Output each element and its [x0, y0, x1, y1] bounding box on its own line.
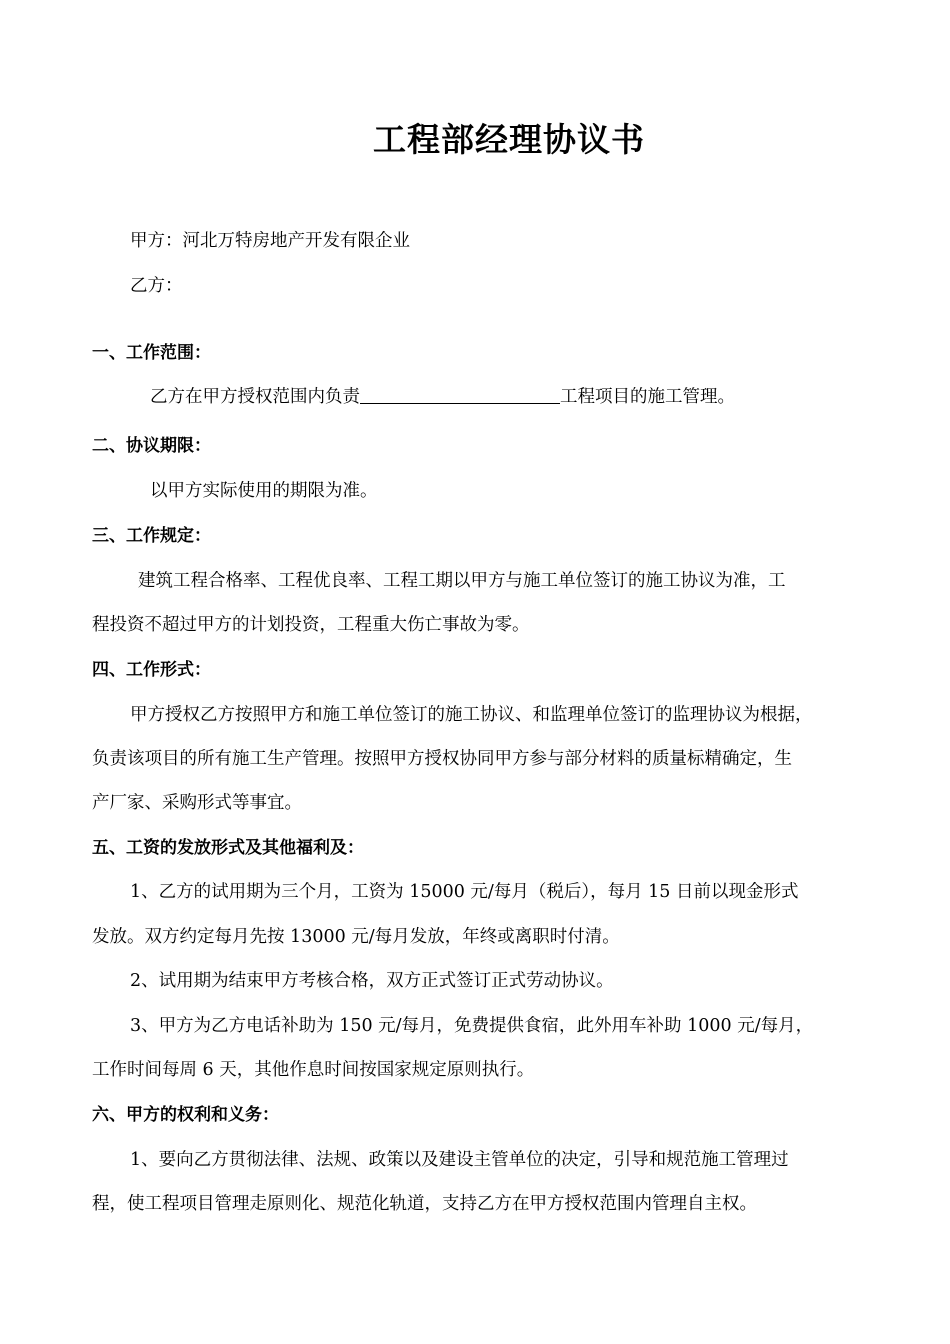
- section-3-line-2: 程投资不超过甲方的计划投资，工程重大伤亡事故为零。: [92, 615, 530, 635]
- section-1-text-after: 工程项目的施工管理。: [560, 387, 735, 407]
- section-5-item-1-line-2: 发放。双方约定每月先按 13000 元/每月发放，年终或离职时付清。: [92, 927, 620, 947]
- section-5-item-2: 2、试用期为结束甲方考核合格，双方正式签订正式劳动协议。: [130, 971, 614, 991]
- section-3-heading: 三、工作规定：: [92, 526, 211, 546]
- section-5-item-3-line-2: 工作时间每周 6 天，其他作息时间按国家规定原则执行。: [92, 1060, 535, 1080]
- section-6-item-1-line-2: 程，使工程项目管理走原则化、规范化轨道，支持乙方在甲方授权范围内管理自主权。: [92, 1194, 757, 1214]
- section-1-text: [150, 384, 930, 410]
- project-name-blank: [360, 385, 560, 404]
- section-4-heading: 四、工作形式：: [92, 660, 211, 680]
- section-2-text: 以甲方实际使用的期限为准。: [150, 481, 378, 501]
- section-1-text-before: 乙方在甲方授权范围内负责: [150, 387, 360, 407]
- section-4-line-3: 产厂家、采购形式等事宜。: [92, 793, 302, 813]
- party-b: 乙方：: [130, 276, 183, 296]
- document-title: 工程部经理协议书: [373, 120, 645, 159]
- section-5-item-1-line-1: 1、乙方的试用期为三个月，工资为 15000 元/每月（税后），每月 15 日前以现金形式: [130, 882, 799, 902]
- section-4-line-2: 负责该项目的所有施工生产管理。按照甲方授权协同甲方参与部分材料的质量标精确定，生: [92, 749, 792, 769]
- party-a: 甲方：河北万特房地产开发有限企业: [130, 231, 410, 251]
- section-3-line-1: 建筑工程合格率、工程优良率、工程工期以甲方与施工单位签订的施工协议为准，工: [138, 571, 786, 591]
- section-5-item-3-line-1: 3、甲方为乙方电话补助为 150 元/每月，免费提供食宿，此外用车补助 1000 元/每月，: [130, 1016, 814, 1036]
- section-5-heading: 五、工资的发放形式及其他福利及：: [92, 838, 364, 858]
- section-2-heading: 二、协议期限：: [92, 436, 211, 456]
- section-6-heading: 六、甲方的权利和义务：: [92, 1105, 279, 1125]
- section-1-heading: 一、工作范围：: [92, 343, 211, 363]
- section-4-line-1: 甲方授权乙方按照甲方和施工单位签订的施工协议、和监理单位签订的监理协议为根据，: [130, 705, 813, 725]
- section-6-item-1-line-1: 1、要向乙方贯彻法律、法规、政策以及建设主管单位的决定，引导和规范施工管理过: [130, 1150, 789, 1170]
